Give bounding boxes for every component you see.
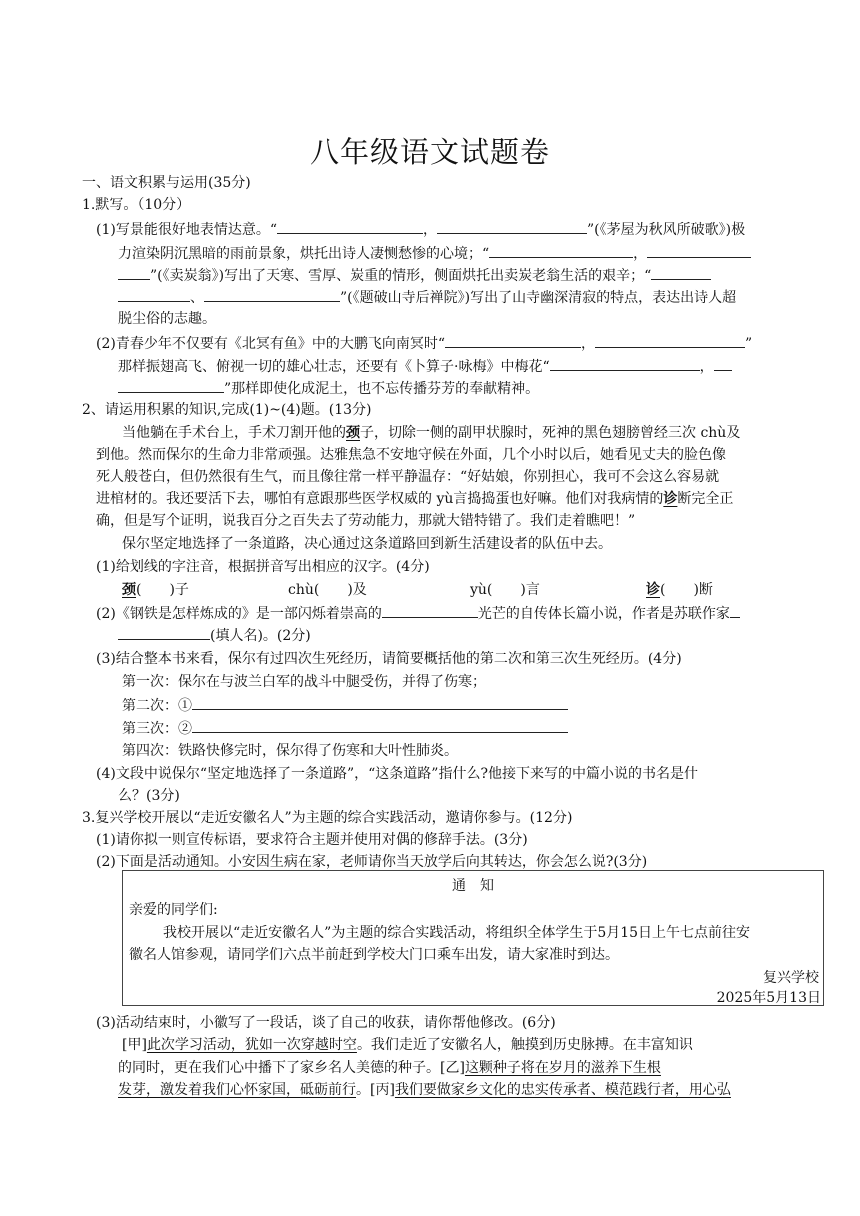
life-death-4: 第四次：铁路快修完时，保尔得了伤寒和大叶性肺炎。	[122, 743, 458, 759]
notice-body-line: 徽名人馆参观，请同学们六点半前赶到学校大门口乘车出发，请大家准时到达。	[129, 947, 619, 963]
q1-part1-line2	[118, 242, 751, 265]
answer-blank[interactable]	[445, 332, 581, 348]
answer-blank[interactable]	[651, 264, 711, 280]
text: 第二次：①	[122, 698, 192, 714]
answer-blank[interactable]	[118, 624, 210, 640]
page-title: 八年级语文试题卷	[309, 135, 550, 169]
section-heading: 一、语文积累与运用(35分)	[82, 175, 251, 191]
underlined-char: 诊	[663, 491, 678, 507]
q3-sub2: (2)下面是活动通知。小安因生病在家，老师请你当天放学后向其转达，你会怎么说?(3分)	[96, 854, 648, 870]
text: (填人名)。(2分)	[210, 628, 311, 644]
text: ”(《题破山寺后禅院》)写出了山寺幽深清寂的特点，表达出诗人超	[340, 290, 737, 306]
notice-body-line: 我校开展以“走近安徽名人”为主题的综合实践活动，将组织全体学生于5月15日上午七点前往安	[163, 925, 751, 941]
q2-sub2-line2	[118, 624, 311, 647]
q1-part2-line3	[118, 377, 539, 400]
question-3-heading: 3.复兴学校开展以“走近安徽名人”为主题的综合实践活动，邀请你参与。(12分)	[82, 810, 573, 826]
text: 第三次：②	[122, 721, 192, 737]
revision-line-3	[118, 1079, 731, 1101]
q3-sub1: (1)请你拟一则宣传标语，要求符合主题并使用对偶的修辞手法。(3分)	[96, 832, 528, 848]
question-2-heading: 2、请运用积累的知识,完成(1)~(4)题。(13分)	[82, 402, 372, 418]
text: 力渲染阴沉黑暗的雨前景象，烘托出诗人凄恻愁惨的心境；“	[118, 246, 490, 262]
text: 断完全正	[677, 491, 734, 507]
pinyin-item-3[interactable]: yù( )言	[470, 582, 540, 598]
text: ( )子	[136, 582, 189, 598]
text: 那样振翅高飞、俯视一切的雄心壮志，还要有《卜算子·咏梅》中梅花“	[118, 359, 550, 375]
text: 。我们走近了安徽名人，触摸到历史脉搏。在丰富知识	[356, 1037, 693, 1053]
text: 。[丙]	[356, 1082, 395, 1098]
notice-date: 2025年5月13日	[716, 990, 821, 1006]
q1-part1-line5: 脱尘俗的志趣。	[118, 311, 216, 327]
text: ，	[581, 336, 595, 352]
q1-part2-line2	[118, 355, 732, 378]
text: ”(《卖炭翁》)写出了天寒、雪厚、炭重的情形，侧面烘托出卖炭老翁生活的艰辛；“	[150, 268, 652, 284]
pinyin-item-2[interactable]: chù( )及	[288, 582, 367, 598]
revision-line-2	[118, 1057, 661, 1079]
answer-blank[interactable]	[192, 717, 568, 733]
text: 、	[190, 290, 204, 306]
text: ”(《茅屋为秋风所破歌》)极	[587, 222, 746, 238]
life-death-1: 第一次：保尔在与波兰白军的战斗中腿受伤，并得了伤寒；	[122, 674, 486, 690]
text: [甲]	[122, 1037, 147, 1053]
underlined-char: 诊	[646, 582, 660, 598]
text: ”	[745, 336, 753, 352]
q1-part1-line4	[118, 286, 736, 309]
notice-title: 通 知	[452, 878, 494, 894]
text: ，	[423, 222, 437, 238]
text: ( )断	[660, 582, 713, 598]
answer-blank[interactable]	[204, 286, 340, 302]
text: (2)《钢铁是怎样炼成的》是一部闪烁着崇高的	[96, 606, 382, 622]
q1-part1-line1	[96, 218, 745, 241]
revision-line-1	[122, 1034, 693, 1056]
answer-blank[interactable]	[192, 694, 568, 710]
life-death-2	[122, 694, 568, 717]
q2-sub4-line2: 么？(3分)	[118, 788, 180, 804]
underlined-sentence-a[interactable]: 此次学习活动，犹如一次穿越时空	[146, 1037, 357, 1053]
text: 的同时，更在我们心中播下了家乡名人美德的种子。[乙]	[118, 1060, 465, 1076]
underlined-sentence-b-cont[interactable]: 发芽，激发着我们心怀家国，砥砺前行	[118, 1082, 356, 1098]
answer-blank[interactable]	[437, 218, 587, 234]
notice-signature: 复兴学校	[763, 970, 819, 986]
passage-line: 到他。然而保尔的生命力非常顽强。达雅焦急不安地守候在外面，几个小时以后，她看见丈夫的脸色像	[96, 447, 726, 463]
text: 子，切除一侧的副甲状腺时，死神的黑色翅膀曾经三次 chù及	[360, 425, 741, 441]
notice-greeting: 亲爱的同学们:	[129, 902, 218, 918]
text: (1)写景能很好地表情达意。“	[96, 222, 277, 238]
answer-blank[interactable]	[550, 355, 700, 371]
passage-line	[96, 488, 733, 510]
text: ，	[633, 246, 648, 262]
text: (2)青春少年不仅要有《北冥有鱼》中的大鹏飞向南冥时“	[96, 336, 445, 352]
q1-part2-line1	[96, 332, 752, 355]
text: 光芒的自传体长篇小说，作者是苏联作家	[477, 606, 730, 622]
pinyin-item-4[interactable]	[646, 579, 713, 601]
text: ”那样即使化成泥土，也不忘传播芬芳的奉献精神。	[224, 381, 540, 397]
answer-blank[interactable]	[382, 602, 478, 618]
passage-line: 确，但是写个证明，说我百分之百失去了劳动能力，那就大错特错了。我们走着瞧吧！”	[96, 513, 636, 529]
text: 进棺材的。我还要活下去，哪怕有意跟那些医学权威的 yù言捣捣蛋也好嘛。他们对我病情的	[96, 491, 664, 507]
passage-line	[122, 422, 740, 444]
q2-sub1: (1)给划线的字注音，根据拼音写出相应的汉字。(4分)	[96, 559, 430, 575]
life-death-3	[122, 717, 568, 740]
q2-sub2-line1	[96, 602, 740, 625]
answer-blank[interactable]	[489, 242, 633, 258]
underlined-sentence-b[interactable]: 这颗种子将在岁月的滋养下生根	[464, 1060, 661, 1076]
text: ，	[699, 359, 714, 375]
answer-blank[interactable]	[118, 377, 224, 393]
question-1-heading: 1.默写。（10分）	[82, 197, 191, 213]
answer-blank[interactable]	[118, 264, 150, 280]
underlined-char: 颈	[346, 425, 360, 441]
answer-blank[interactable]	[277, 218, 423, 234]
answer-blank[interactable]	[730, 602, 740, 618]
q2-sub4-line1: (4)文段中说保尔“坚定地选择了一条道路”，“这条道路”指什么?他接下来写的中篇小说的书名是什	[96, 766, 698, 782]
text: 当他躺在手术台上，手术刀割开他的	[122, 425, 346, 441]
answer-blank[interactable]	[118, 286, 190, 302]
passage-line: 保尔坚定地选择了一条道路，决心通过这条道路回到新生活建设者的队伍中去。	[122, 536, 612, 552]
pinyin-item-1[interactable]	[122, 579, 189, 601]
underlined-sentence-c[interactable]: 我们要做家乡文化的忠实传承者、模范践行者，用心弘	[394, 1082, 731, 1098]
q1-part1-line3	[118, 264, 711, 287]
passage-line: 死人般苍白，但仍然很有生气，而且像往常一样平静温存：“好姑娘，你别担心，我可不会这么容易就	[96, 469, 720, 485]
notice-box	[122, 870, 824, 1006]
q3-sub3: (3)活动结束时，小徽写了一段话，谈了自己的收获，请你帮他修改。(6分)	[96, 1015, 556, 1031]
answer-blank[interactable]	[714, 355, 732, 371]
answer-blank[interactable]	[595, 332, 745, 348]
q2-sub3: (3)结合整本书来看，保尔有过四次生死经历，请简要概括他的第二次和第三次生死经历。(4分)	[96, 651, 682, 667]
underlined-char: 颈	[122, 582, 136, 598]
answer-blank[interactable]	[647, 242, 751, 258]
